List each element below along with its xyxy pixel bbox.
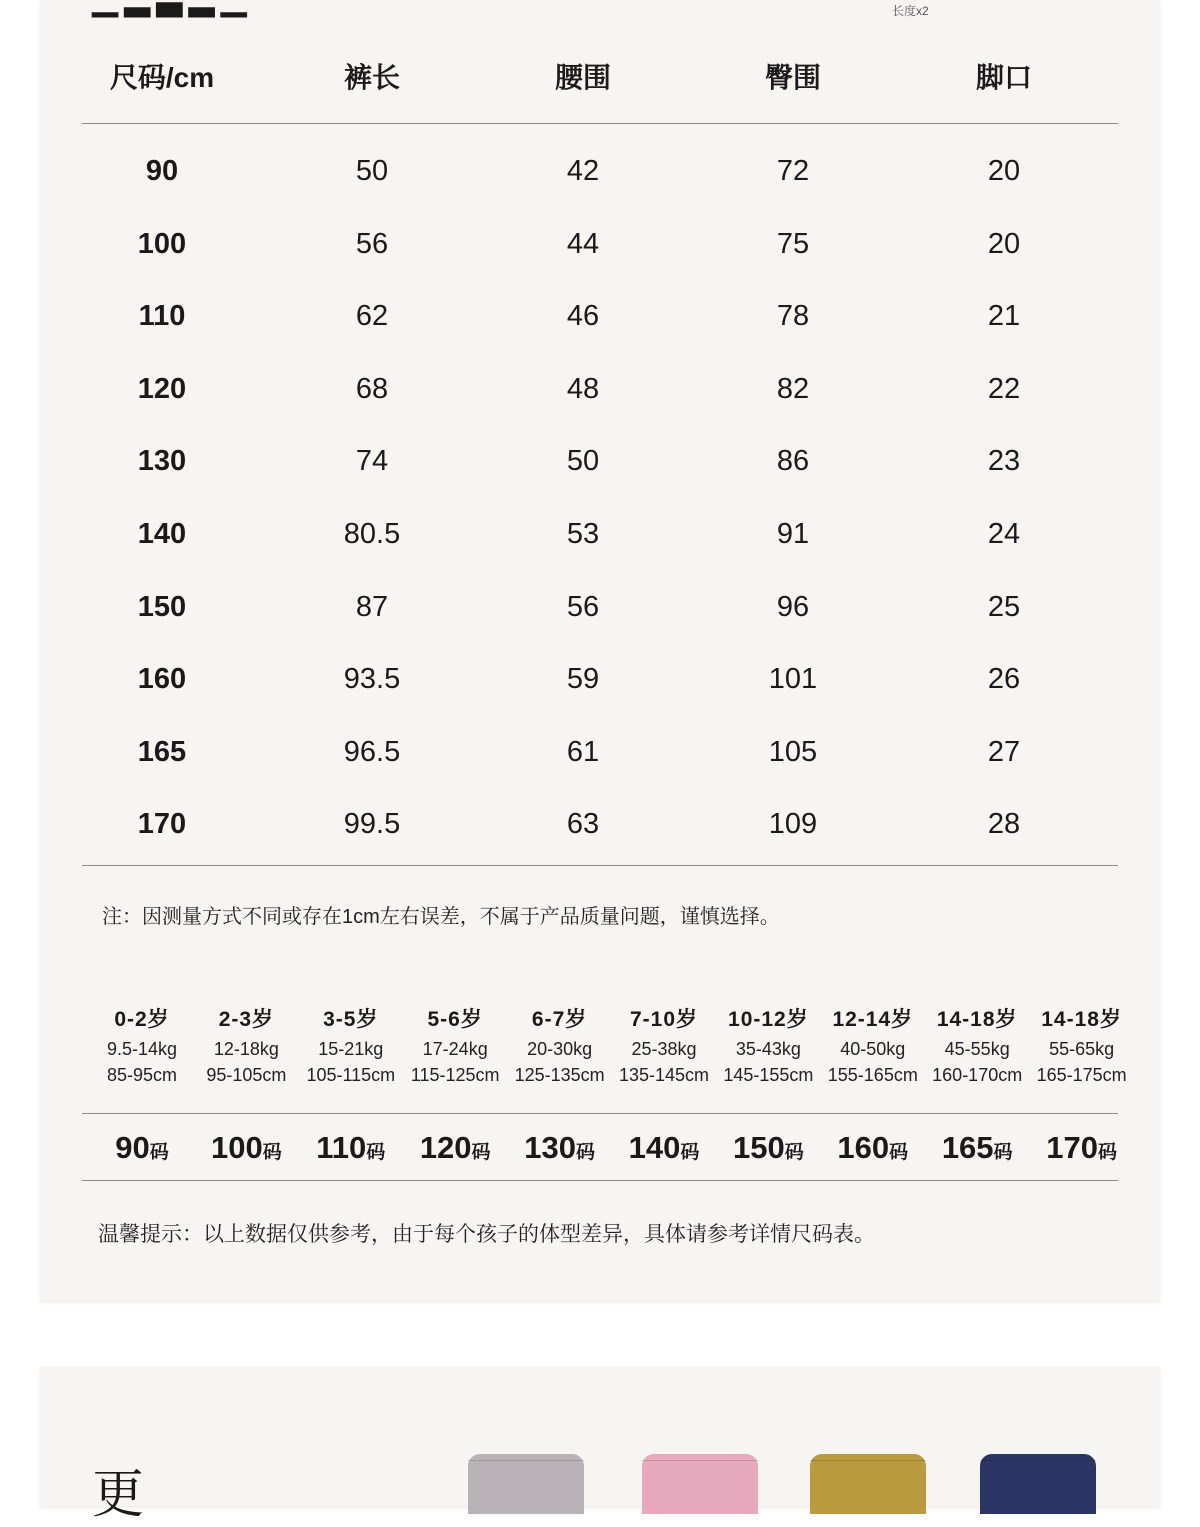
size-label (299, 1118, 403, 1184)
value-cell: 72 (776, 155, 810, 187)
age-weight: 55-65kg (1049, 1039, 1115, 1059)
age-label: 2-3岁 (218, 1008, 275, 1031)
title-fragment (92, 0, 253, 18)
value-cell: 21 (987, 300, 1021, 333)
value-cell: 74 (355, 445, 389, 478)
table-row (82, 654, 1118, 704)
value-cell: 99.5 (343, 808, 401, 841)
pants-thumbnail[interactable] (642, 1454, 758, 1514)
size-chart-card (40, 0, 1160, 1300)
value-cell: 96 (776, 590, 810, 623)
size-unit: 码 (575, 1142, 595, 1163)
size-number: 160 (837, 1130, 890, 1165)
size-number: 110 (316, 1130, 367, 1165)
value-cell: 42 (566, 155, 600, 187)
size-cell: 165 (137, 735, 187, 768)
age-column (612, 1004, 716, 1088)
age-divider-bottom (82, 1180, 1118, 1181)
age-column (821, 1004, 925, 1088)
value-cell: 82 (776, 372, 810, 405)
more-heading: 更 (92, 1465, 145, 1525)
size-number: 140 (628, 1130, 681, 1165)
age-weight: 17-24kg (422, 1039, 488, 1059)
age-weight: 9.5-14kg (106, 1039, 178, 1059)
value-cell: 105 (768, 735, 818, 768)
table-header (82, 52, 1118, 104)
age-column (194, 1004, 298, 1088)
value-cell: 20 (987, 155, 1021, 187)
age-weight: 15-21kg (318, 1039, 384, 1059)
value-cell: 44 (566, 227, 600, 260)
age-weight: 45-55kg (944, 1039, 1010, 1059)
size-cell: 170 (137, 808, 187, 841)
table-row (82, 364, 1118, 414)
value-cell: 50 (355, 155, 389, 187)
value-cell: 61 (566, 735, 600, 768)
age-weight: 12-18kg (213, 1039, 279, 1059)
table-row (82, 799, 1118, 849)
size-cell: 120 (137, 372, 187, 405)
age-column (403, 1004, 507, 1088)
value-cell: 96.5 (343, 735, 401, 768)
size-number: 100 (211, 1130, 263, 1165)
age-label: 5-6岁 (427, 1008, 483, 1031)
value-cell: 50 (566, 445, 600, 478)
age-label: 7-10岁 (629, 1008, 699, 1031)
header-leg-opening: 脚口 (975, 62, 1032, 93)
age-label: 14-18岁 (1041, 1008, 1122, 1031)
size-unit: 码 (149, 1142, 169, 1163)
age-guide (82, 1004, 1127, 1104)
value-cell: 20 (987, 227, 1021, 260)
value-cell: 59 (566, 663, 600, 696)
more-products-card (40, 1366, 1160, 1525)
size-number: 120 (419, 1130, 472, 1165)
table-row (82, 727, 1118, 777)
age-label: 14-18岁 (936, 1008, 1018, 1031)
age-label: 3-5岁 (323, 1008, 379, 1031)
value-cell: 26 (987, 663, 1021, 696)
pants-thumbnail[interactable] (468, 1454, 584, 1514)
age-column (508, 1004, 612, 1088)
size-unit: 码 (262, 1142, 282, 1163)
age-column (90, 1004, 194, 1088)
value-cell: 109 (768, 808, 818, 841)
header-hip: 臀围 (764, 62, 821, 93)
size-unit: 码 (889, 1142, 909, 1163)
age-weight: 35-43kg (735, 1039, 801, 1059)
pants-thumbnail[interactable] (810, 1454, 926, 1514)
header-size: 尺码/cm (109, 62, 215, 93)
size-number: 170 (1046, 1130, 1098, 1165)
value-cell: 75 (776, 227, 810, 260)
age-label: 0-2岁 (114, 1008, 170, 1031)
value-cell: 27 (987, 735, 1021, 768)
value-cell: 91 (776, 518, 810, 550)
size-cell: 130 (137, 445, 187, 478)
value-cell: 78 (776, 300, 810, 333)
size-cell: 110 (138, 300, 186, 333)
size-unit: 码 (784, 1142, 804, 1163)
size-number: 130 (524, 1130, 576, 1165)
value-cell: 80.5 (343, 518, 401, 550)
age-divider-top (82, 1113, 1118, 1114)
tip-text: 温馨提示：以上数据仅供参考，由于每个孩子的体型差异，具体请参考详情尺码表。 (98, 1223, 875, 1246)
table-bottom-divider (82, 865, 1118, 866)
table-row (82, 436, 1118, 486)
table-row (82, 509, 1118, 559)
value-cell: 24 (987, 518, 1021, 550)
table-row (82, 219, 1118, 269)
value-cell: 48 (566, 372, 600, 405)
size-label (403, 1118, 507, 1184)
size-cell: 150 (137, 590, 187, 623)
value-cell: 87 (355, 590, 389, 623)
value-cell: 56 (566, 590, 600, 623)
size-label (925, 1118, 1029, 1184)
header-divider (82, 123, 1118, 124)
header-length: 裤长 (343, 62, 400, 93)
size-unit: 码 (680, 1142, 700, 1163)
size-unit: 码 (1097, 1142, 1117, 1163)
value-cell: 28 (987, 808, 1021, 841)
size-unit: 码 (366, 1142, 386, 1163)
age-height: 145-155cm (723, 1065, 814, 1085)
value-cell: 86 (776, 445, 810, 478)
age-column (299, 1004, 403, 1088)
value-cell: 56 (355, 227, 389, 260)
age-height: 115-125cm (410, 1065, 500, 1085)
size-number: 165 (941, 1130, 994, 1165)
age-column (925, 1004, 1029, 1088)
age-weight: 40-50kg (840, 1039, 906, 1059)
age-column (716, 1004, 820, 1088)
table-row (82, 582, 1118, 632)
value-cell: 68 (355, 372, 389, 405)
value-cell: 93.5 (343, 663, 401, 696)
size-label (194, 1118, 298, 1184)
size-label (821, 1118, 925, 1184)
value-cell: 25 (987, 590, 1021, 623)
value-cell: 46 (566, 300, 600, 333)
size-label (612, 1118, 716, 1184)
measurement-note: 注：因测量方式不同或存在1cm左右误差，不属于产品质量问题，谨慎选择。 (102, 906, 780, 928)
age-height: 155-165cm (827, 1065, 918, 1085)
table-row (82, 146, 1118, 196)
age-height: 165-175cm (1036, 1065, 1127, 1085)
length-note: 长度x2 (892, 4, 929, 18)
age-height: 95-105cm (206, 1065, 287, 1085)
value-cell: 22 (987, 372, 1021, 405)
age-label: 6-7岁 (531, 1008, 588, 1031)
age-weight: 20-30kg (527, 1039, 593, 1059)
age-height: 160-170cm (932, 1065, 1023, 1085)
pants-thumbnail[interactable] (980, 1454, 1096, 1514)
size-label (716, 1118, 820, 1184)
size-unit: 码 (471, 1142, 491, 1163)
value-cell: 23 (987, 445, 1021, 478)
size-label (1030, 1118, 1134, 1184)
age-label: 12-14岁 (832, 1008, 914, 1031)
table-row (82, 291, 1118, 341)
value-cell: 101 (768, 663, 818, 696)
size-label (90, 1118, 194, 1184)
size-unit: 码 (993, 1142, 1013, 1163)
size-number: 150 (733, 1130, 785, 1165)
value-cell: 62 (355, 300, 389, 333)
age-column (1030, 1004, 1134, 1088)
age-weight: 25-38kg (631, 1039, 697, 1059)
size-cell: 90 (145, 155, 179, 187)
value-cell: 63 (566, 808, 600, 841)
size-label (508, 1118, 612, 1184)
header-waist: 腰围 (554, 62, 611, 93)
value-cell: 53 (566, 518, 600, 550)
size-labels (82, 1118, 1118, 1178)
size-cell: 160 (137, 663, 187, 696)
size-number: 90 (115, 1130, 150, 1165)
age-height: 125-135cm (514, 1065, 605, 1085)
age-label: 10-12岁 (728, 1008, 809, 1031)
age-height: 85-95cm (106, 1065, 178, 1085)
size-cell: 100 (137, 227, 187, 260)
age-height: 105-115cm (306, 1065, 396, 1085)
age-height: 135-145cm (618, 1065, 710, 1085)
size-cell: 140 (137, 518, 187, 550)
